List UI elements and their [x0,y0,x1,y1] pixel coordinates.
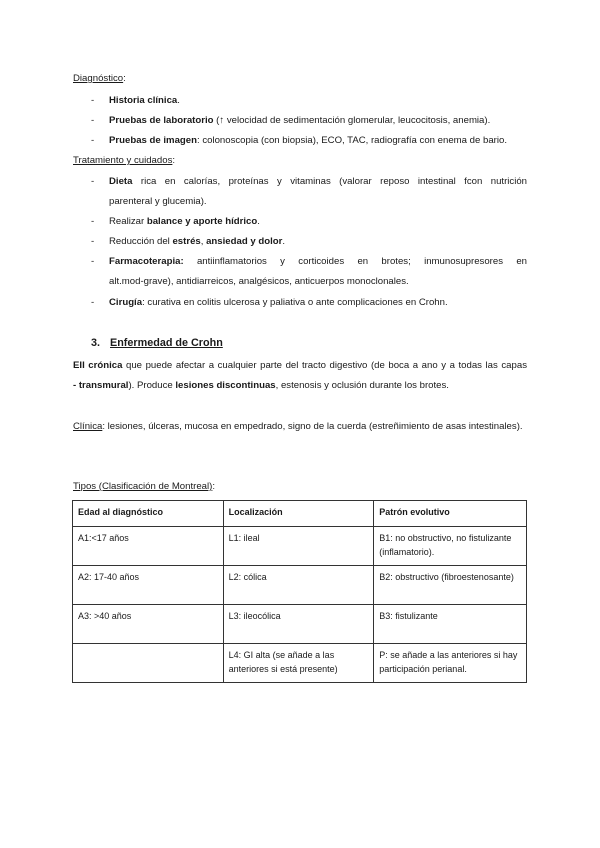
diagnostico-heading: Diagnóstico: [73,73,126,84]
table-cell: P: se añade a las anteriores si hay participación perianal. [374,644,527,683]
bullet: - [91,297,95,308]
item-bold: Historia clínica [109,95,178,106]
bullet: - [91,236,95,247]
table-row [73,605,527,644]
crohn-intro-line2: - transmural). Produce lesiones discontinuas, estenosis y oclusión durante los brotes. [73,380,449,391]
table-header: Edad al diagnóstico [73,501,224,527]
item-bold: Pruebas de laboratorio [109,115,214,126]
montreal-table [72,500,527,683]
dieta-line2: parenteral y glucemia). [109,196,207,207]
table-header: Localización [223,501,374,527]
farmaco-line2: alt.mod-grave), antidiarreicos, analgésicos, anticuerpos monoclonales. [109,276,409,287]
table-header: Patrón evolutivo [374,501,527,527]
table-cell: A3: >40 años [73,605,224,644]
item-text: . [177,95,180,106]
table-row [73,527,527,566]
crohn-intro: EII crónica que puede afectar a cualquier parte del tracto digestivo (de boca a ano y a todas las capas [73,360,527,371]
table-cell: B2: obstructivo (fibroestenosante) [374,566,527,605]
document-page: Diagnóstico: - Historia clínica. - Pruebas de laboratorio (↑ velocidad de sedimentación glomerular, leucocitosis, anemia). - Pruebas de imagen: colonoscopia (con biopsia), ECO, TAC, radiografía con enema de bario. Tratamiento y cuidados: - Dieta rica en calorías, proteínas y vitaminas (valorar reposo intestinal fcon nutrición parenteral y glucemia). - Realizar balance y aporte hídrico. - Reducción del estrés, ansiedad y dolor. - Farmacoterapia: antiinflamatorios y corticoides en brotes; inmunosupresores en alt.mod-grave), antidiarreicos, analgésicos, anticuerpos monoclonales. - Cirugía: curativa en colitis ulcerosa y paliativa o ante complicaciones en Crohn. 3. Enfermedad de Crohn EII crónica que puede afectar a cualquier parte del tracto digestivo (de boca a ano y a todas las capas - transmural). Produce lesiones discontinuas, estenosis y oclusión durante los brotes. Clínica: lesiones, úlceras, mucosa en empedrado, signo de la cuerda (estreñimiento de asas intestinales). Tipos (Clasificación de Montreal): Edad al diagnóstico Localización Patrón evolutivo A1:<17 años L1: ileal B1: no obstructivo, no fistulizante (inflamatorio). A2: 17-40 años L2: cólica B2: obstructivo (fibroestenosante) A3: >40 años L3: ileocólica B3: fistulizante L4: GI alta (se añade a las anteriores si está presente) P: se añade a las anteriores si hay participación perianal. [0,0,600,848]
bullet: - [91,135,95,146]
table-header-row [73,501,527,527]
bullet: - [91,256,95,267]
table-row [73,566,527,605]
bullet: - [91,115,95,126]
table-cell: A1:<17 años [73,527,224,566]
table-row [73,644,527,683]
farmaco-line1: Farmacoterapia: antiinflamatorios y corticoides en brotes; inmunosupresores en [109,256,527,267]
item-bold: Pruebas de imagen [109,135,197,146]
section-title: 3. Enfermedad de Crohn [91,337,223,349]
dieta-line1: Dieta rica en calorías, proteínas y vitaminas (valorar reposo intestinal fcon nutrición [109,176,527,187]
table-cell: B1: no obstructivo, no fistulizante (inflamatorio). [374,527,527,566]
bullet: - [91,176,95,187]
clinica-paragraph: Clínica: lesiones, úlceras, mucosa en empedrado, signo de la cuerda (estreñimiento de asas intestinales). [73,421,523,432]
table-cell: B3: fistulizante [374,605,527,644]
table-cell: L3: ileocólica [223,605,374,644]
item-text: : colonoscopia (con biopsia), ECO, TAC, radiografía con enema de bario. [196,135,507,146]
item-text: (↑ velocidad de sedimentación glomerular, leucocitosis, anemia). [213,115,491,126]
tipos-heading: Tipos (Clasificación de Montreal): [73,481,216,492]
table-cell: L2: cólica [223,566,374,605]
table-cell: L1: ileal [223,527,374,566]
table-cell [73,644,224,683]
tratamiento-heading: Tratamiento y cuidados: [73,155,176,166]
bullet: - [91,216,95,227]
bullet: - [91,95,95,106]
table-cell: A2: 17-40 años [73,566,224,605]
table-cell: L4: GI alta (se añade a las anteriores si está presente) [223,644,374,683]
